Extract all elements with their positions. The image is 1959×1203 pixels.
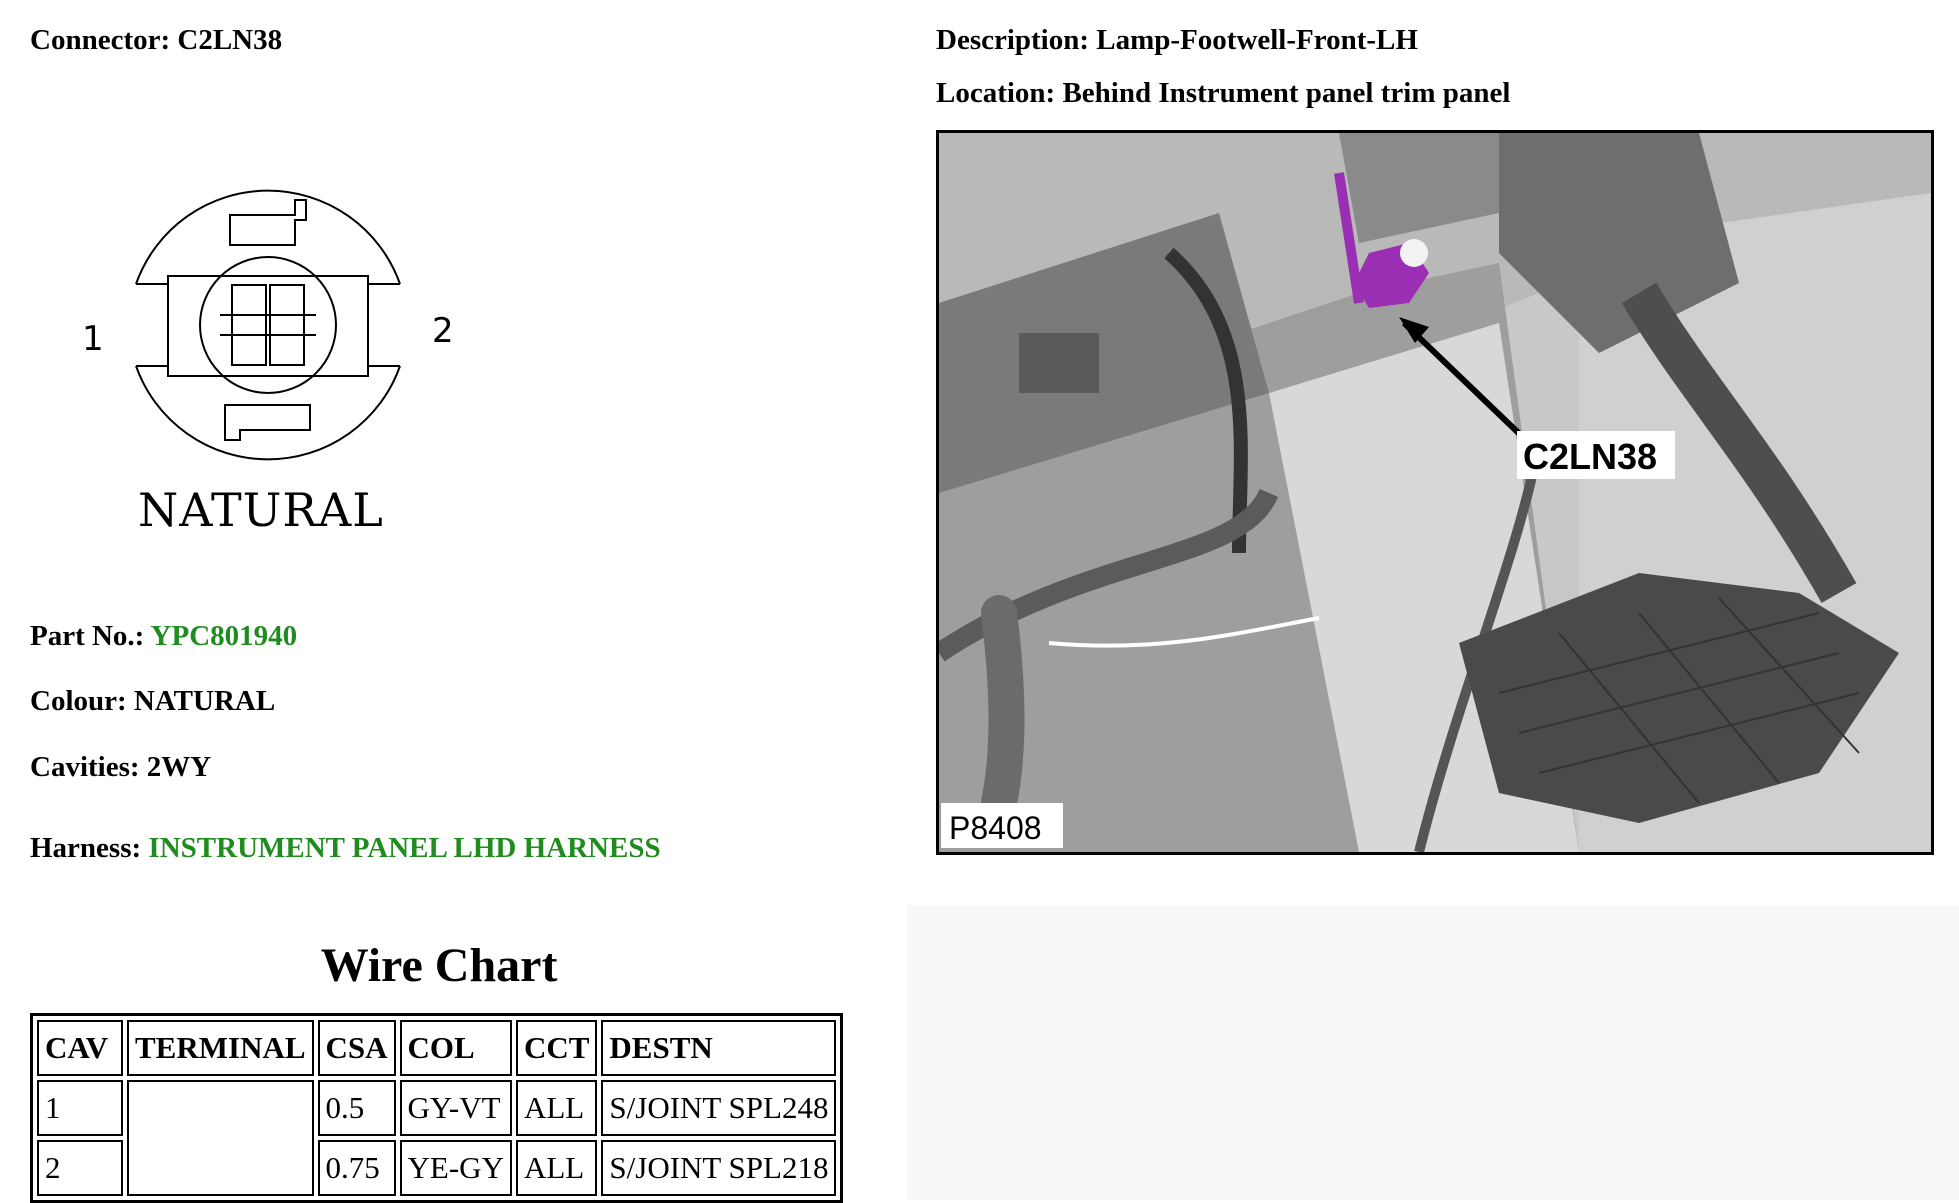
part-no-link[interactable]: YPC801940	[150, 620, 298, 652]
pin-1-label: 1	[82, 319, 104, 359]
cell-cct: ALL	[516, 1080, 597, 1136]
diagram-colour-label: NATURAL	[138, 483, 384, 537]
col-header-col: COL	[400, 1020, 512, 1076]
location-illustration	[939, 133, 1931, 852]
photo-callout-label: C2LN38	[1523, 436, 1658, 477]
col-header-destn: DESTN	[601, 1020, 836, 1076]
part-no-label: Part No.:	[30, 620, 145, 652]
col-header-cct: CCT	[516, 1020, 597, 1076]
pin-2-label: 2	[432, 311, 454, 351]
wire-chart-table	[30, 1013, 843, 1203]
col-header-csa: CSA	[318, 1020, 396, 1076]
harness-field	[30, 832, 661, 865]
table-row	[37, 1080, 836, 1136]
location-value: Behind Instrument panel trim panel	[1062, 77, 1511, 109]
photo-reference-label: P8408	[949, 810, 1042, 846]
wire-chart-header-row	[37, 1020, 836, 1076]
connector-field	[30, 24, 282, 57]
description-label: Description:	[936, 24, 1090, 56]
location-label: Location:	[936, 77, 1056, 109]
description-value: Lamp-Footwell-Front-LH	[1096, 24, 1418, 56]
cell-cav: 2	[37, 1140, 123, 1196]
colour-field	[30, 685, 275, 718]
location-field	[936, 77, 1510, 110]
cavities-value: 2WY	[146, 751, 212, 783]
cell-csa: 0.75	[318, 1140, 396, 1196]
colour-value: NATURAL	[133, 685, 276, 717]
connector-face-diagram	[70, 170, 490, 550]
harness-link[interactable]: INSTRUMENT PANEL LHD HARNESS	[148, 832, 661, 864]
cell-terminal	[127, 1080, 314, 1196]
description-field	[936, 24, 1418, 57]
cell-destn: S/JOINT SPL218	[601, 1140, 836, 1196]
cell-csa: 0.5	[318, 1080, 396, 1136]
cavities-field	[30, 751, 211, 784]
cell-col: GY-VT	[400, 1080, 512, 1136]
connector-label: Connector:	[30, 24, 171, 56]
col-header-terminal: TERMINAL	[127, 1020, 314, 1076]
right-panel-background	[907, 905, 1959, 1200]
cell-cav: 1	[37, 1080, 123, 1136]
col-header-cav: CAV	[37, 1020, 123, 1076]
cell-destn: S/JOINT SPL248	[601, 1080, 836, 1136]
part-no-field	[30, 620, 297, 653]
colour-label: Colour:	[30, 685, 127, 717]
cell-cct: ALL	[516, 1140, 597, 1196]
wire-chart-title: Wire Chart	[320, 939, 558, 992]
connector-value: C2LN38	[177, 24, 283, 56]
connector-location-image	[936, 130, 1934, 855]
cell-col: YE-GY	[400, 1140, 512, 1196]
cavities-label: Cavities:	[30, 751, 140, 783]
harness-label: Harness:	[30, 832, 142, 864]
